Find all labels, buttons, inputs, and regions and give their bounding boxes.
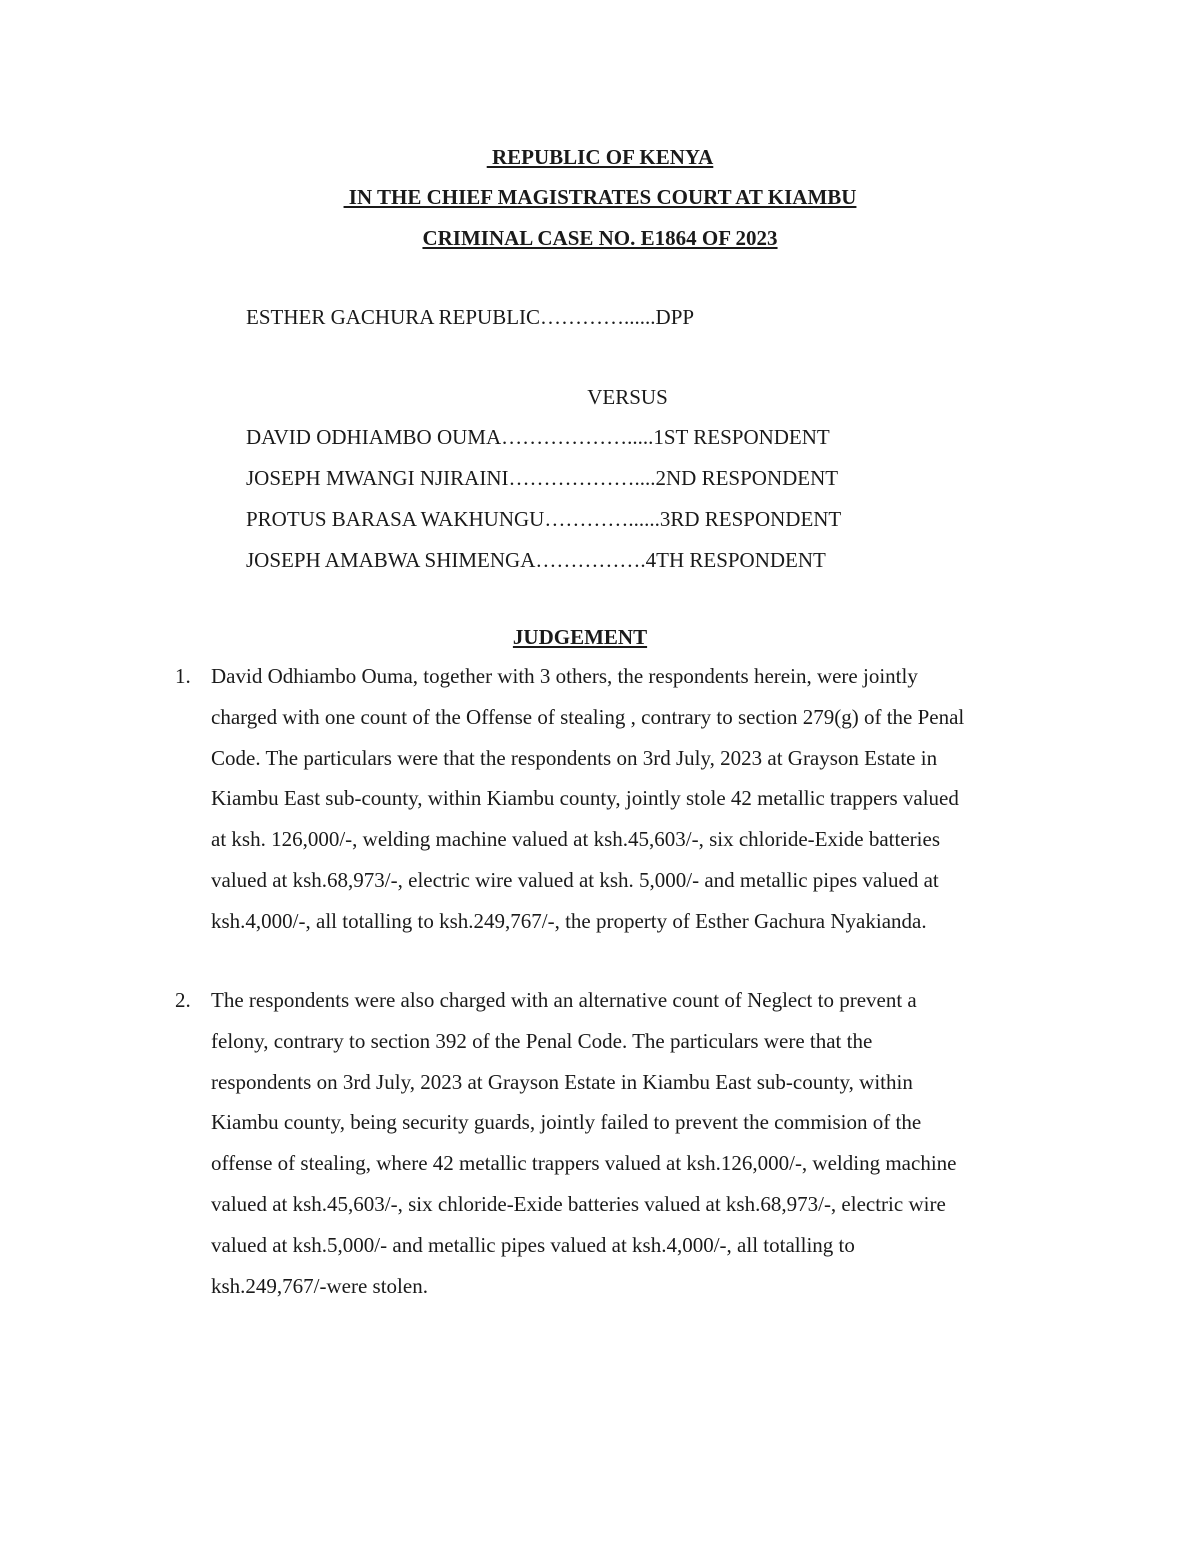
versus-label: VERSUS [587,385,668,409]
heading-republic: REPUBLIC OF KENYA [486,145,714,169]
paragraph-line: respondents on 3rd July, 2023 at Grayson Estate in Kiambu East sub-county, within [211,1069,913,1094]
paragraph-line: at ksh. 126,000/-, welding machine valued at ksh.45,603/-, six chloride-Exide batteries [211,827,940,852]
paragraph-line: Kiambu East sub-county, within Kiambu county, jointly stole 42 metallic trappers valued [211,786,959,811]
paragraph-line: The respondents were also charged with an alternative count of Neglect to prevent a [211,988,917,1012]
paragraph-line: ksh.249,767/-were stolen. [211,1273,428,1298]
paragraph-2 [211,980,1071,1306]
heading-case-number: CRIMINAL CASE NO. E1864 OF 2023 [422,226,778,250]
paragraph-line: valued at ksh.68,973/-, electric wire valued at ksh. 5,000/- and metallic pipes valued at [211,867,939,892]
respondent-1: DAVID ODHIAMBO OUMA……………….....1ST RESPONDENT [246,425,830,449]
respondent-3: PROTUS BARASA WAKHUNGU…………......3RD RESPONDENT [246,507,842,531]
paragraph-1 [211,656,1071,942]
paragraph-line: Kiambu county, being security guards, jointly failed to prevent the commision of the [211,1110,922,1135]
paragraph-line: Code. The particulars were that the respondents on 3rd July, 2023 at Grayson Estate in [211,745,938,770]
paragraph-line: valued at ksh.5,000/- and metallic pipes valued at ksh.4,000/-, all totalling to [211,1232,855,1257]
paragraph-2-number: 2. [175,988,191,1012]
heading-court: IN THE CHIEF MAGISTRATES COURT AT KIAMBU [343,185,857,209]
paragraph-line: felony, contrary to section 392 of the Penal Code. The particulars were that the [211,1028,873,1053]
paragraph-1-number: 1. [175,664,191,688]
respondent-2: JOSEPH MWANGI NJIRAINI………………....2ND RESPONDENT [246,466,839,490]
judgement-title: JUDGEMENT [512,625,648,649]
respondent-4: JOSEPH AMABWA SHIMENGA…………….4TH RESPONDENT [246,548,826,572]
paragraph-line: charged with one count of the Offense of stealing , contrary to section 279(g) of the Penal [211,704,965,729]
paragraph-line: valued at ksh.45,603/-, six chloride-Exide batteries valued at ksh.68,973/-, electric wire [211,1191,946,1216]
paragraph-line: ksh.4,000/-, all totalling to ksh.249,767/-, the property of Esther Gachura Nyakianda. [211,908,927,933]
paragraph-line: David Odhiambo Ouma, together with 3 others, the respondents herein, were jointly [211,664,918,688]
complainant-line: ESTHER GACHURA REPUBLIC…………......DPP [246,305,695,329]
paragraph-line: offense of stealing, where 42 metallic trappers valued at ksh.126,000/-, welding machine [211,1151,957,1176]
